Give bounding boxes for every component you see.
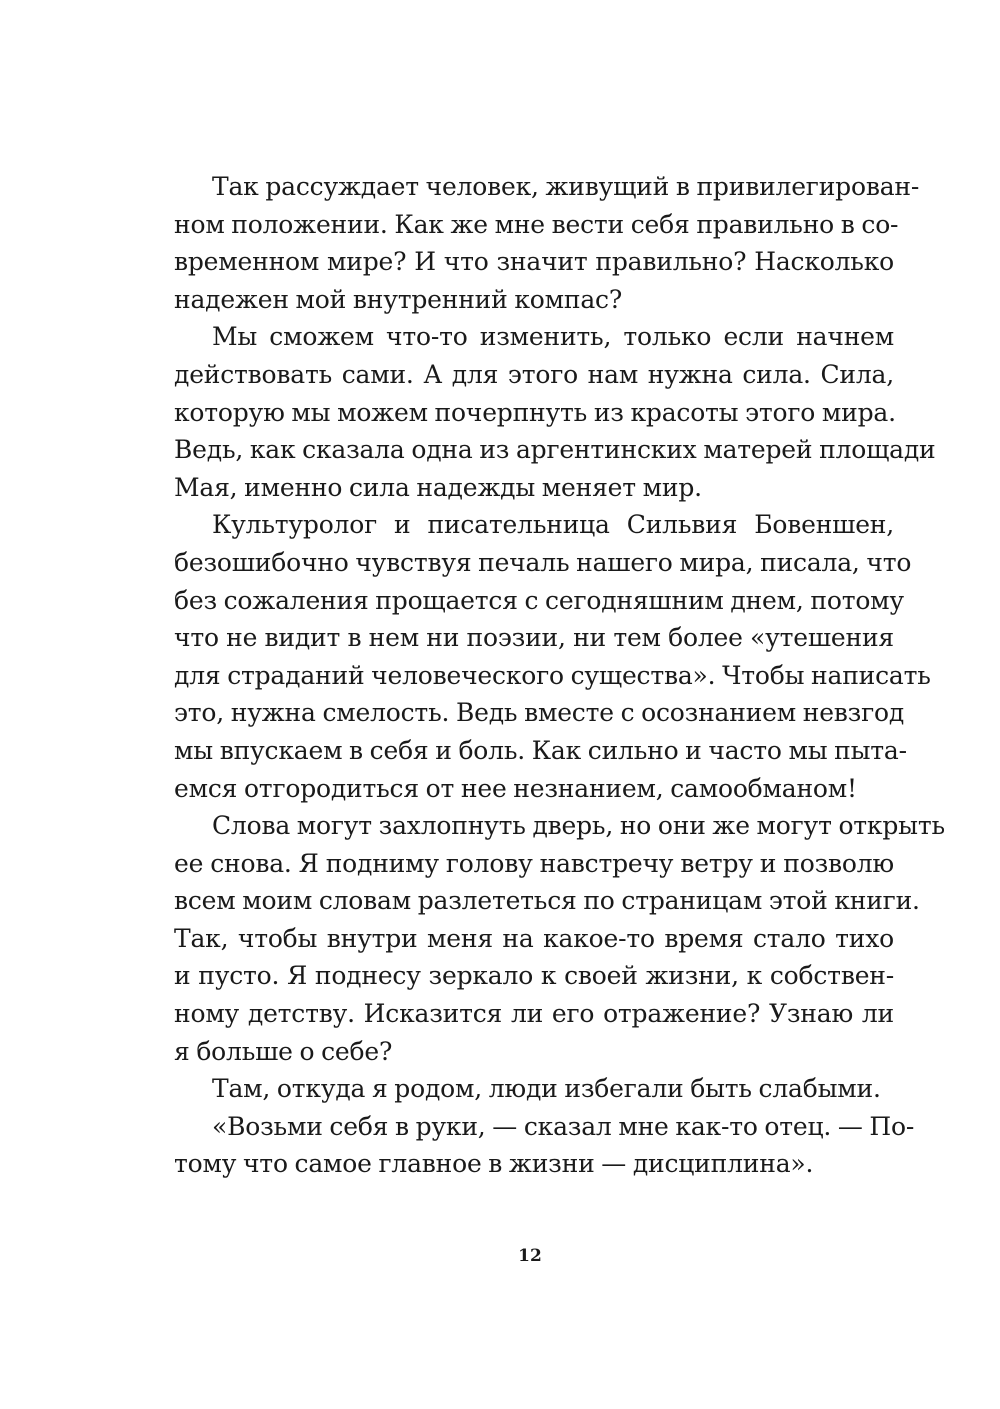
page-number: 12 <box>518 1246 542 1266</box>
paragraph <box>174 506 931 807</box>
text-line: что не видит в нем ни поэзии, ни тем более «утешения <box>174 623 894 653</box>
text-line: Культуролог и писательница Сильвия Бовеншен, <box>212 510 894 540</box>
paragraph <box>174 807 945 1070</box>
text-line: Так рассуждает человек, живущий в привилегирован- <box>212 172 920 201</box>
text-line: ее снова. Я подниму голову навстречу ветру и позволю <box>174 848 894 878</box>
body-text <box>174 168 945 1183</box>
text-line: Мая, именно сила надежды меняет мир. <box>174 472 702 502</box>
paragraph <box>174 168 920 318</box>
text-line: временном мире? И что значит правильно? Насколько <box>174 247 894 277</box>
text-line: емся отгородиться от нее незнанием, самообманом! <box>174 773 857 803</box>
text-line: без сожаления прощается с сегодняшним днем, потому <box>174 585 904 615</box>
text-line: «Возьми себя в руки, — сказал мне как-то отец. — По- <box>212 1111 915 1141</box>
paragraph <box>174 1108 915 1183</box>
text-line: Там, откуда я родом, люди избегали быть слабыми. <box>212 1074 881 1104</box>
text-line: надежен мой внутренний компас? <box>174 284 623 314</box>
paragraph <box>174 318 936 506</box>
text-line: Ведь, как сказала одна из аргентинских матерей площади <box>174 435 936 465</box>
text-line: которую мы можем почерпнуть из красоты этого мира. <box>174 397 896 427</box>
text-line: мы впускаем в себя и боль. Как сильно и часто мы пыта- <box>174 735 907 765</box>
text-line: это, нужна смелость. Ведь вместе с осознанием невзгод <box>174 698 905 728</box>
text-line: тому что самое главное в жизни — дисциплина». <box>174 1149 814 1179</box>
text-line: Мы сможем что-то изменить, только если начнем <box>212 322 894 352</box>
text-line: Слова могут захлопнуть дверь, но они же могут открыть <box>212 811 945 841</box>
paragraph <box>174 1070 894 1108</box>
text-line: безошибочно чувствуя печаль нашего мира, писала, что <box>174 547 912 577</box>
text-line: действовать сами. А для этого нам нужна сила. Сила, <box>174 359 894 389</box>
text-line: я больше о себе? <box>174 1036 393 1066</box>
text-line: Так, чтобы внутри меня на какое-то время стало тихо <box>174 923 894 953</box>
text-line: всем моим словам разлететься по страницам этой книги. <box>174 886 920 916</box>
text-line: для страданий человеческого существа». Чтобы написать <box>174 660 931 690</box>
text-line: ному детству. Исказится ли его отражение? Узнаю ли <box>174 999 894 1029</box>
text-line: и пусто. Я поднесу зеркало к своей жизни, к собствен- <box>174 961 894 991</box>
text-line: ном положении. Как же мне вести себя правильно в со- <box>174 209 899 239</box>
